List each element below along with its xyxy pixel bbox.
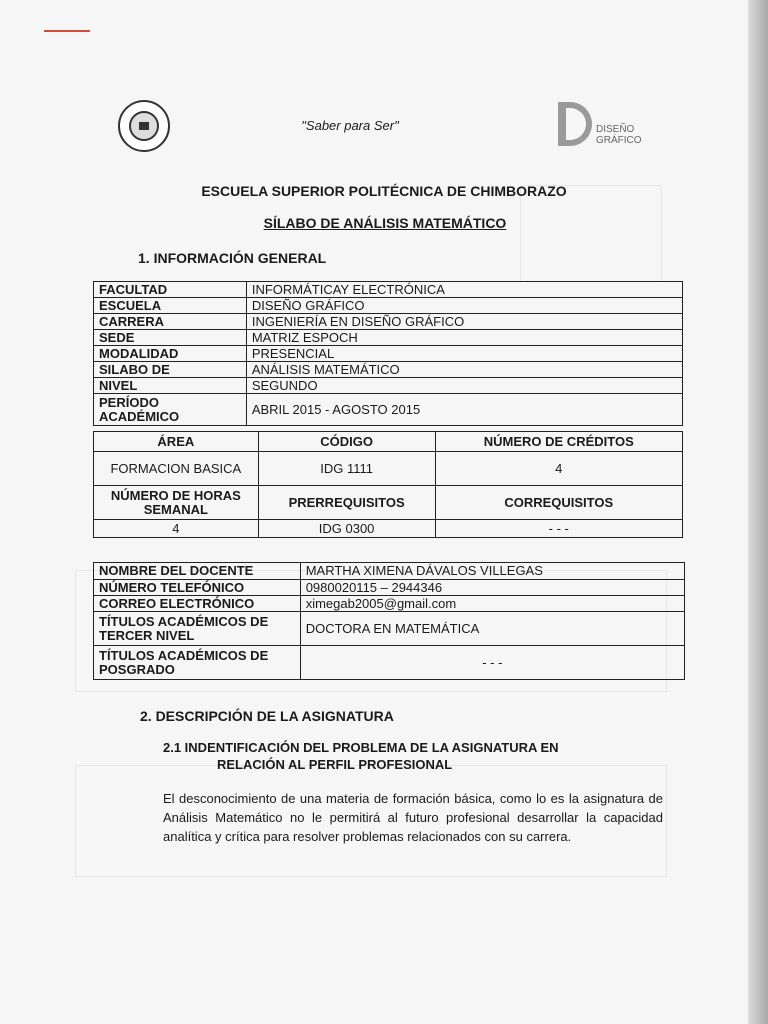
row-value: 0980020115 – 2944346 xyxy=(300,580,684,596)
row-value: MATRIZ ESPOCH xyxy=(246,330,682,346)
institution-title: ESCUELA SUPERIOR POLITÉCNICA DE CHIMBORAZO xyxy=(201,183,567,199)
corequisites-value: - - - xyxy=(435,520,683,538)
teacher-info-table xyxy=(93,562,685,680)
row-value: INFORMÁTICAY ELECTRÓNICA xyxy=(246,282,682,298)
credits-value: 4 xyxy=(435,452,683,486)
row-label: TÍTULOS ACADÉMICOS DE TERCER NIVEL xyxy=(94,612,301,646)
credits-header: NÚMERO DE CRÉDITOS xyxy=(435,432,683,452)
table-row xyxy=(94,346,683,362)
table-row xyxy=(94,580,685,596)
motto-text: "Saber para Ser" xyxy=(301,118,399,133)
row-label: SEDE xyxy=(94,330,247,346)
corequisites-header: CORREQUISITOS xyxy=(435,486,683,520)
table-row xyxy=(94,432,683,452)
course-details-table xyxy=(93,431,683,538)
row-value: ABRIL 2015 - AGOSTO 2015 xyxy=(246,394,682,426)
area-value: FORMACION BASICA xyxy=(94,452,259,486)
table-row xyxy=(94,612,685,646)
problem-description: El desconocimiento de una materia de formación básica, como lo es la asignatura de Análisis Matemático no le permitirá al futuro profesional desarrollar la capacidad analítica y crítica para resolver problemas relacionados con su carrera. xyxy=(163,791,663,844)
page-edge-shadow xyxy=(748,0,768,1024)
code-value: IDG 1111 xyxy=(258,452,435,486)
bleed-through-box xyxy=(520,185,662,282)
table-row xyxy=(94,298,683,314)
table-row xyxy=(94,596,685,612)
table-row xyxy=(94,486,683,520)
row-label: CARRERA xyxy=(94,314,247,330)
subheading-line1: 2.1 INDENTIFICACIÓN DEL PROBLEMA DE LA ASIGNATURA EN xyxy=(163,740,559,755)
table-row xyxy=(94,394,683,426)
row-value: DOCTORA EN MATEMÁTICA xyxy=(300,612,684,646)
row-label: TÍTULOS ACADÉMICOS DE POSGRADO xyxy=(94,646,301,680)
row-label: CORREO ELECTRÓNICO xyxy=(94,596,301,612)
row-value: PRESENCIAL xyxy=(246,346,682,362)
syllabus-title: SÍLABO DE ANÁLISIS MATEMÁTICO xyxy=(263,215,507,231)
table-row xyxy=(94,520,683,538)
row-label: NOMBRE DEL DOCENTE xyxy=(94,563,301,580)
table-row xyxy=(94,452,683,486)
hours-value: 4 xyxy=(94,520,259,538)
prerequisites-value: IDG 0300 xyxy=(258,520,435,538)
d-logo-icon xyxy=(558,102,592,146)
row-value: - - - xyxy=(300,646,684,680)
row-value: INGENIERÍA EN DISEÑO GRÁFICO xyxy=(246,314,682,330)
row-label: NIVEL xyxy=(94,378,247,394)
row-label: ESCUELA xyxy=(94,298,247,314)
row-value: ANÁLISIS MATEMÁTICO xyxy=(246,362,682,378)
area-header: ÁREA xyxy=(94,432,259,452)
row-label: PERÍODO ACADÉMICO xyxy=(94,394,247,426)
row-label: MODALIDAD xyxy=(94,346,247,362)
row-label: NÚMERO TELEFÓNICO xyxy=(94,580,301,596)
subheading-line2: RELACIÓN AL PERFIL PROFESIONAL xyxy=(217,757,453,772)
section1-heading: 1. INFORMACIÓN GENERAL xyxy=(138,250,327,266)
table-row xyxy=(94,330,683,346)
prerequisites-header: PRERREQUISITOS xyxy=(258,486,435,520)
table-row xyxy=(94,646,685,680)
espoch-seal-logo xyxy=(118,100,170,152)
hours-header: NÚMERO DE HORAS SEMANAL xyxy=(94,486,259,520)
diseno-grafico-logo xyxy=(558,100,648,152)
general-info-table xyxy=(93,281,683,426)
row-value: ximegab2005@gmail.com xyxy=(300,596,684,612)
section2-heading: 2. DESCRIPCIÓN DE LA ASIGNATURA xyxy=(140,708,394,724)
table-row xyxy=(94,378,683,394)
logo-text: DISEÑO GRÁFICO xyxy=(596,124,642,146)
row-value: DISEÑO GRÁFICO xyxy=(246,298,682,314)
row-label: SILABO DE xyxy=(94,362,247,378)
table-row xyxy=(94,314,683,330)
table-row xyxy=(94,563,685,580)
row-value: MARTHA XIMENA DÁVALOS VILLEGAS xyxy=(300,563,684,580)
section2-1-heading xyxy=(163,739,663,773)
row-value: SEGUNDO xyxy=(246,378,682,394)
table-row xyxy=(94,282,683,298)
table-row xyxy=(94,362,683,378)
row-label: FACULTAD xyxy=(94,282,247,298)
red-pen-mark xyxy=(44,30,90,32)
code-header: CÓDIGO xyxy=(258,432,435,452)
